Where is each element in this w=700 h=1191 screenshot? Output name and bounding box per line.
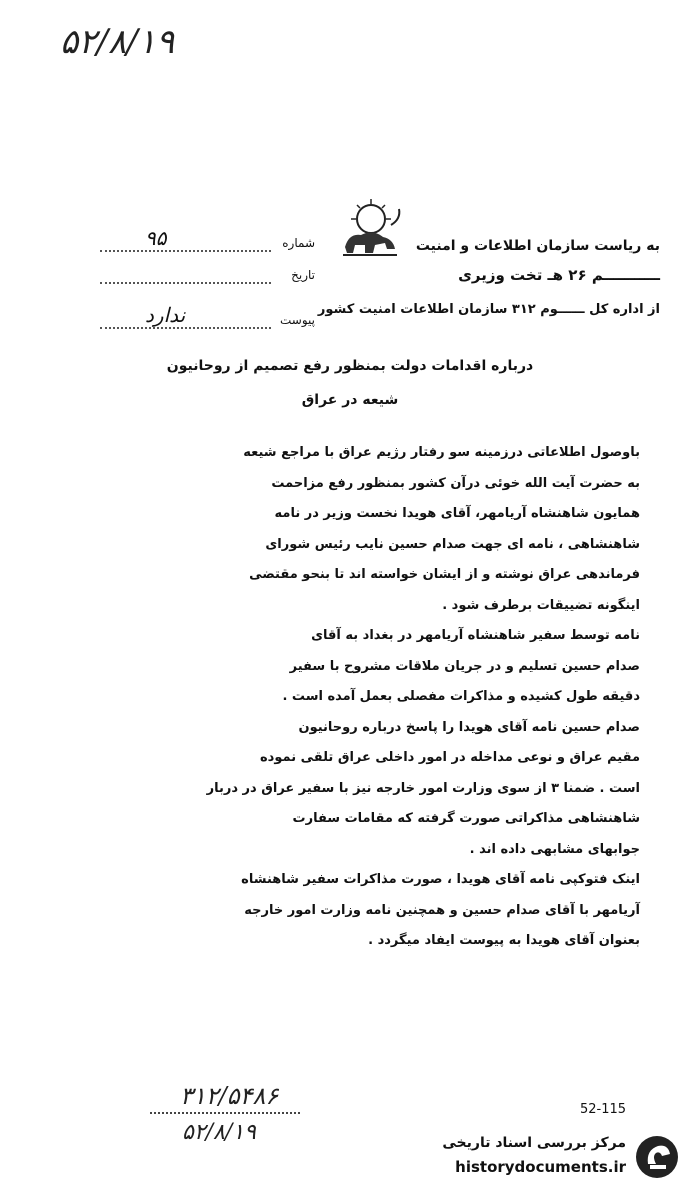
attachment-label: پیوست xyxy=(280,313,315,327)
number-dotted-line xyxy=(100,250,271,252)
serial-date: ۵۲/۸/۱۹ xyxy=(182,1120,256,1145)
lion-and-sun-emblem-icon xyxy=(335,195,405,260)
watermark-title: مرکز بررسی اسناد تاریخی xyxy=(442,1135,626,1151)
number-field xyxy=(100,226,315,256)
body-line: است . ضمنا ۳ از سوی وزارت امور خارجه نیز با سفیر عراق در دربار xyxy=(206,780,640,796)
serial-divider xyxy=(150,1112,300,1114)
subject-block xyxy=(130,358,570,426)
subject-line-1: درباره اقدامات دولت بمنظور رفع تصمیم از روحانیون xyxy=(166,358,534,374)
letter-body xyxy=(120,438,640,957)
body-line: اینگونه تضییقات برطرف شود . xyxy=(442,597,640,613)
body-line: آریامهر با آقای صدام حسین و همچنین نامه وزارت امور خارجه xyxy=(244,902,640,918)
body-line: فرماندهی عراق نوشته و از ایشان خواسته اند تا بنحو مقتضی xyxy=(249,567,640,582)
body-line: صدام حسین نامه آقای هویدا را پاسخ درباره روحانیون xyxy=(298,719,640,735)
body-line: شاهنشاهی ، نامه ای جهت صدام حسین نایب رئیس شورای xyxy=(265,536,640,552)
body-line: نامه توسط سفیر شاهنشاه آریامهر در بغداد به آقای xyxy=(311,628,640,643)
letterhead-line-1: به ریاست سازمان اطلاعات و امنیت xyxy=(415,238,660,254)
body-line: شاهنشاهی مذاکراتی صورت گرفته که مقامات سفارت xyxy=(292,811,640,826)
body-line: بعنوان آقای هویدا به پیوست ایفاد میگردد . xyxy=(368,933,640,948)
archive-logo-icon xyxy=(634,1134,680,1180)
body-line: مقیم عراق و نوعی مداخله در امور داخلی عراق تلقی نموده xyxy=(259,750,640,765)
serial-number: ۳۱۲/۵۴۸۶ xyxy=(180,1082,279,1110)
attachment-dotted-line xyxy=(100,327,271,329)
subject-line-2: شیعه در عراق xyxy=(301,392,399,408)
archive-watermark xyxy=(415,1130,680,1185)
attachment-field xyxy=(100,303,315,333)
date-field xyxy=(100,266,315,288)
body-line: به حضرت آیت الله خوئی درآن کشور بمنظور رفع مزاحمت xyxy=(271,475,640,491)
page-code: 52-115 xyxy=(580,1102,627,1117)
body-line: صدام حسین تسلیم و در جریان ملاقات مشروح با سفیر xyxy=(289,658,640,674)
number-label: شماره xyxy=(282,236,315,250)
handwritten-date: ۵۲/۸/۱۹ xyxy=(60,22,175,62)
letterhead-line-2: ـــــــــــم ۲۶ هـ تخت وزیری xyxy=(458,266,660,284)
body-line: اینک فتوکپی نامه آقای هویدا ، صورت مذاکرات سفیر شاهنشاه xyxy=(241,872,640,887)
attachment-value: ندارد xyxy=(145,303,186,327)
body-line: جوابهای مشابهی داده اند . xyxy=(469,841,640,857)
date-dotted-line xyxy=(100,282,271,284)
letterhead-line-3: از اداره کل ــــــوم ۳۱۲ سازمان اطلاعات امنیت کشور xyxy=(317,302,660,317)
date-label: تاریخ xyxy=(291,268,315,282)
number-value: ۹۵ xyxy=(145,226,167,250)
watermark-url[interactable]: historydocuments.ir xyxy=(455,1158,626,1176)
body-line: باوصول اطلاعاتی درزمینه سو رفتار رژیم عراق با مراجع شیعه xyxy=(243,445,640,460)
body-line: دقیقه طول کشیده و مذاکرات مفصلی بعمل آمده است . xyxy=(282,689,640,704)
body-line: همایون شاهنشاه آریامهر، آقای هویدا نخست وزیر در نامه xyxy=(274,506,640,521)
